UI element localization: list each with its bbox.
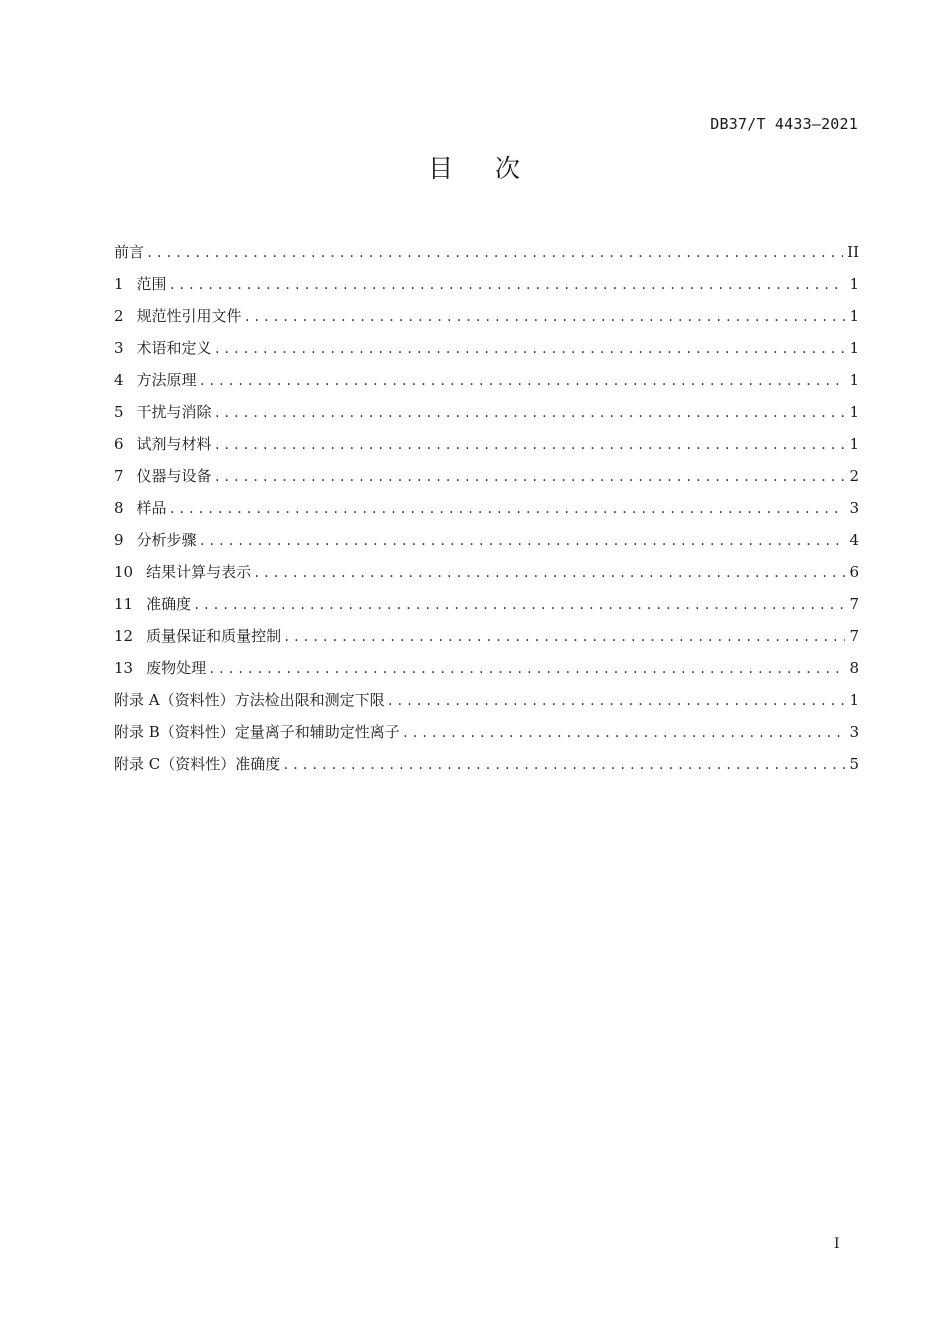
toc-entry-label: 干扰与消除 — [136, 403, 212, 421]
toc-entry-page: 1 — [849, 435, 859, 453]
toc-leader-dots — [253, 557, 845, 589]
toc-entry-label: 前言 — [114, 243, 145, 261]
toc-entry-page: 7 — [849, 627, 859, 645]
toc-entry-10[interactable] — [114, 556, 859, 588]
toc-leader-dots — [244, 301, 845, 333]
toc-entry-appendix-a[interactable] — [114, 684, 859, 716]
toc-entry-page: 6 — [849, 563, 859, 581]
toc-leader-dots — [169, 269, 845, 301]
toc-entry-4[interactable] — [114, 364, 859, 396]
toc-title: 目 次 — [428, 154, 522, 183]
toc-entry-number: 2 — [114, 307, 124, 325]
toc-entry-2[interactable] — [114, 300, 859, 332]
toc-leader-dots — [146, 237, 843, 269]
toc-leader-dots — [214, 333, 845, 365]
toc-entry-1[interactable] — [114, 268, 859, 300]
toc-entry-page: 1 — [849, 275, 859, 293]
toc-entry-number: 4 — [114, 371, 124, 389]
toc-entry-appendix-c[interactable] — [114, 748, 859, 780]
toc-entry-13[interactable] — [114, 652, 859, 684]
toc-entry-label: 质量保证和质量控制 — [146, 627, 282, 645]
toc-entry-number: 5 — [114, 403, 124, 421]
toc-list — [114, 236, 859, 780]
toc-leader-dots — [214, 397, 845, 429]
toc-entry-number: 7 — [114, 467, 124, 485]
toc-entry-3[interactable] — [114, 332, 859, 364]
toc-entry-label: 准确度 — [146, 595, 192, 613]
toc-entry-number: 11 — [114, 595, 134, 613]
toc-entry-number: 1 — [114, 275, 124, 293]
toc-entry-number: 12 — [114, 627, 134, 645]
toc-entry-number: 8 — [114, 499, 124, 517]
toc-entry-number: 13 — [114, 659, 134, 677]
toc-entry-page: 1 — [849, 339, 859, 357]
toc-entry-appendix-b[interactable] — [114, 716, 859, 748]
toc-leader-dots — [214, 429, 845, 461]
toc-entry-label: 术语和定义 — [136, 339, 212, 357]
toc-entry-label: 附录 B（资料性）定量离子和辅助定性离子 — [114, 723, 400, 741]
toc-entry-12[interactable] — [114, 620, 859, 652]
toc-entry-page: II — [847, 243, 859, 261]
toc-entry-page: 1 — [849, 691, 859, 709]
page-number: I — [834, 1236, 840, 1252]
toc-entry-page: 1 — [849, 307, 859, 325]
toc-leader-dots — [199, 365, 845, 397]
toc-entry-11[interactable] — [114, 588, 859, 620]
toc-entry-7[interactable] — [114, 460, 859, 492]
toc-entry-page: 5 — [849, 755, 859, 773]
toc-entry-page: 2 — [849, 467, 859, 485]
toc-leader-dots — [208, 653, 845, 685]
toc-entry-label: 方法原理 — [136, 371, 197, 389]
toc-entry-page: 1 — [849, 371, 859, 389]
toc-entry-6[interactable] — [114, 428, 859, 460]
toc-leader-dots — [199, 525, 845, 557]
toc-entry-8[interactable] — [114, 492, 859, 524]
toc-entry-label: 规范性引用文件 — [136, 307, 242, 325]
toc-entry-label: 试剂与材料 — [136, 435, 212, 453]
toc-entry-page: 4 — [849, 531, 859, 549]
toc-entry-page: 1 — [849, 403, 859, 421]
toc-entry-label: 样品 — [136, 499, 167, 517]
toc-entry-page: 8 — [849, 659, 859, 677]
toc-leader-dots — [193, 589, 845, 621]
toc-entry-number: 3 — [114, 339, 124, 357]
toc-entry-page: 7 — [849, 595, 859, 613]
toc-entry-label: 附录 C（资料性）准确度 — [114, 755, 281, 773]
toc-entry-5[interactable] — [114, 396, 859, 428]
toc-leader-dots — [283, 621, 845, 653]
toc-entry-number: 9 — [114, 531, 124, 549]
toc-entry-label: 结果计算与表示 — [146, 563, 252, 581]
toc-leader-dots — [282, 749, 845, 781]
toc-entry-label: 废物处理 — [146, 659, 207, 677]
toc-entry-number: 10 — [114, 563, 134, 581]
toc-entry-9[interactable] — [114, 524, 859, 556]
toc-entry-page: 3 — [849, 723, 859, 741]
toc-leader-dots — [169, 493, 845, 525]
toc-entry-number: 6 — [114, 435, 124, 453]
toc-leader-dots — [214, 461, 845, 493]
toc-entry-label: 附录 A（资料性）方法检出限和测定下限 — [114, 691, 385, 709]
toc-entry-foreword[interactable] — [114, 236, 859, 268]
toc-leader-dots — [402, 717, 845, 749]
toc-entry-page: 3 — [849, 499, 859, 517]
toc-entry-label: 仪器与设备 — [136, 467, 212, 485]
standard-code: DB37/T 4433—2021 — [710, 115, 858, 133]
toc-leader-dots — [387, 685, 845, 717]
toc-entry-label: 分析步骤 — [136, 531, 197, 549]
toc-entry-label: 范围 — [136, 275, 167, 293]
